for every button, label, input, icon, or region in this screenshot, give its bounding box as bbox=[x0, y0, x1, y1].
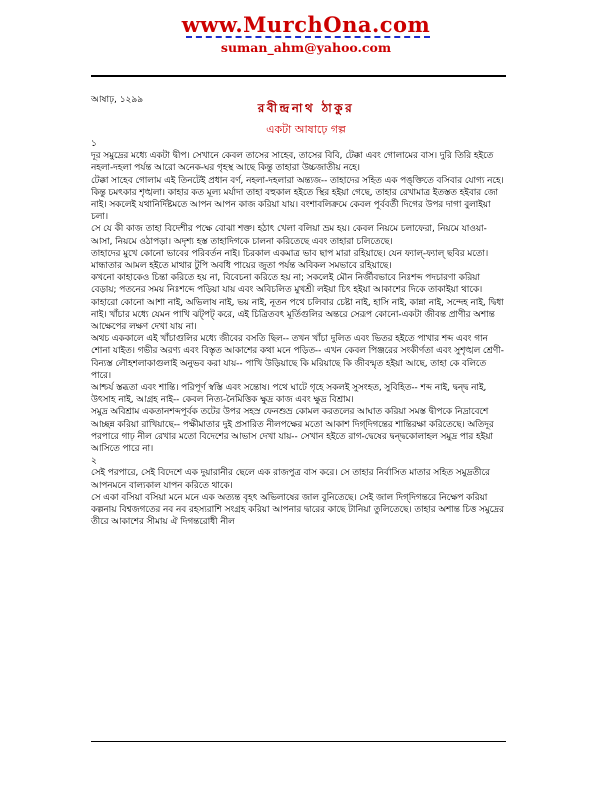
url-underline bbox=[186, 36, 430, 38]
paragraph: কিন্তু চমৎকার শৃঙ্খলা। কাহার কত মূল্য মর্যাদা তাহা বহুকাল হইতে স্থির হইয়া গেছে, তাহার রেখামাত্র ইতস্তত হইবার জো নাই। সকলেই যথানির্দিষ্টমতে আপন আপন কাজ করিয়া যায়। বংশাবলিক্রমে কেবল পূর্ববর্তী দিগের উপর দাগা বুলাইয়া চলা। bbox=[91, 187, 498, 223]
section bbox=[91, 138, 507, 455]
paragraph: তাহাদের মুখে কোনো ভাবের পরিবর্তন নাই। চিরকাল একমাত্র ভাব ছাপ মারা রহিয়াছে। যেন ফ্যাল্‌-ফ্যাল্‌ ছবির মতো। মান্ধাতার আমল হইতে মাথার টুপি অবধি পায়ের জুতা পর্যন্ত অবিকল সমভাবে রহিয়াছে। bbox=[91, 248, 489, 272]
story-body bbox=[91, 138, 507, 529]
paragraph: অথচ এককালে এই খাঁচাগুলির মধ্যে জীবের বসতি ছিল-- তখন খাঁচা দুলিত এবং ভিতর হইতে পাখার শব্দ এবং গান শোনা যাইত। গভীর অরণ্য এবং বিস্তৃত আকাশের কথা মনে পড়িত-- এখন কেবল পিঞ্জরের সংকীর্ণতা এবং সুশৃঙ্খল শ্রেণী-বিন্যস্ত লৌহশলাকাগুলাই অনুভব করা যায়-- পাখি উড়িয়াছে কি মরিয়াছে কি জীবন্মৃত হইয়া আছে, তাহা কে বলিতে পারে। bbox=[91, 334, 504, 381]
paragraph: আশ্চর্য স্তব্ধতা এবং শান্তি। পরিপূর্ণ স্বস্তি এবং সন্তোষ। পথে ঘাটে গৃহে সকলই সুসংহত, সুবিহিত-- শব্দ নাই, দ্বন্দ্ব নাই, উৎসাহ নাই, আগ্রহ নাই-- কেবল নিত্য-নৈমিত্তিক ক্ষুদ্র কাজ এবং ক্ষুদ্র বিশ্রাম। bbox=[91, 383, 487, 406]
site-url: www.MurchOna.com bbox=[181, 12, 431, 37]
paragraph: কাহারো কোনো আশা নাই, অভিলাষ নাই, ভয় নাই, নূতন পথে চলিবার চেষ্টা নাই, হাসি নাই, কান্না নাই, সন্দেহ নাই, দ্বিধা নাই। খাঁচার মধ্যে যেমন পাখি ঝট্‌পট্‌ করে, এই চিত্রিতবৎ মূর্তিগুলির অন্তরে সেরূপ কোনো-একটা জীবন্ত প্রাণীর অশান্ত আক্ষেপের লক্ষণ দেখা যায় না। bbox=[91, 297, 504, 333]
section-number: ২ bbox=[91, 456, 97, 467]
contact-email: suman_ahm@yahoo.com bbox=[220, 40, 392, 55]
bottom-rule bbox=[91, 741, 506, 742]
story-title: একটা আষাঢ়ে গল্প bbox=[266, 123, 346, 136]
paragraph: সে একা বসিয়া বসিয়া মনে মনে এক অত্যন্ত বৃহৎ অভিলাষের জাল বুনিতেছে। সেই জাল দিগ্‌দিগন্তরে নিক্ষেপ করিয়া কল্পনায় বিশ্বজগতের নব নব রহস্যরাশি সংগ্রহ করিয়া আপনার দ্বারের কাছে টানিয়া তুলিতেছে। তাহার অশান্ত চিত্ত সমুদ্রের তীরে আকাশের সীমায় ঐ দিগন্তরোধী নীল bbox=[91, 492, 504, 528]
paragraph: সেই পরপারে, সেই বিদেশে এক দুয়ারানীর ছেলে এক রাজপুত্র বাস করে। সে তাহার নির্বাসিত মাতার সহিত সমুদ্রতীরে আপনমনে বাল্যকাল যাপন করিতে থাকে। bbox=[91, 468, 490, 491]
paragraph: দূর সমুদ্রের মধ্যে একটা দ্বীপ। সেখানে কেবল তাসের সাহেব, তাসের বিবি, টেক্কা এবং গোলামের বাস। দুরি তিরি হইতে নহলা-দহলা পর্যন্ত আরো অনেক-ঘর গৃহস্থ আছে কিন্তু তাহারা উচ্চজাতীয় নহে। bbox=[91, 151, 494, 174]
paragraph: সমুদ্র অবিশ্রাম একতানশব্দপূর্বক তটের উপর সহস্র ফেনশুভ্র কোমল করতলের আঘাত করিয়া সমস্ত দ্বীপকে নিদ্রাবেশে আচ্ছন্ন করিয়া রাখিয়াছে-- পক্ষীমাতার দুই প্রসারিত নীলপক্ষের মতো আকাশ দিগ্‌দিগন্তের শান্তিরক্ষা করিতেছে। অতিদূর পরপারে গাঢ় নীল রেখার মতো বিদেশের আভাস দেখা যায়-- সেখান হইতে রাগ-দ্বেষের দ্বন্দ্বকোলাহল সমুদ্র পার হইয়া আসিতে পারে না। bbox=[91, 407, 494, 455]
paragraph: সে যে কী কাজ তাহা বিদেশীর পক্ষে বোঝা শক্ত। হঠাৎ খেলা বলিয়া ভ্রম হয়। কেবল নিয়মে চলাফেরা, নিয়মে যাওয়া-আসা, নিয়মে ওঠাপড়া। অদৃশ্য হস্ত তাহাদিগকে চালনা করিতেছে এবং তাহারা চলিতেছে। bbox=[91, 224, 487, 247]
section-number: ১ bbox=[91, 139, 97, 149]
paragraph: কখনো কাহাকেও চিন্তা করিতে হয় না, বিবেচনা করিতে হয় না; সকলেই মৌন নির্জীবভাবে নিঃশব্দ পদচারণা করিয়া বেড়ায়; পতনের সময় নিঃশব্দে পড়িয়া যায় এবং অবিচলিত মুখশ্রী লইয়া চিৎ হইয়া আকাশের দিকে তাকাইয়া থাকে। bbox=[91, 273, 483, 296]
paragraph: টেক্কা সাহেব গোলাম এই তিনটেই প্রধান বর্ণ, নহলা-দহলারা অন্ত্যজ-- তাহাদের সহিত এক পঙ্‌ক্তিতে বসিবার যোগ্য নহে। bbox=[91, 175, 504, 186]
section bbox=[91, 455, 507, 528]
author-name: রবীন্দ্রনাথ ঠাকুর bbox=[257, 101, 355, 115]
top-rule bbox=[91, 75, 506, 77]
publication-date: আষাঢ়, ১২৯৯ bbox=[91, 95, 144, 105]
